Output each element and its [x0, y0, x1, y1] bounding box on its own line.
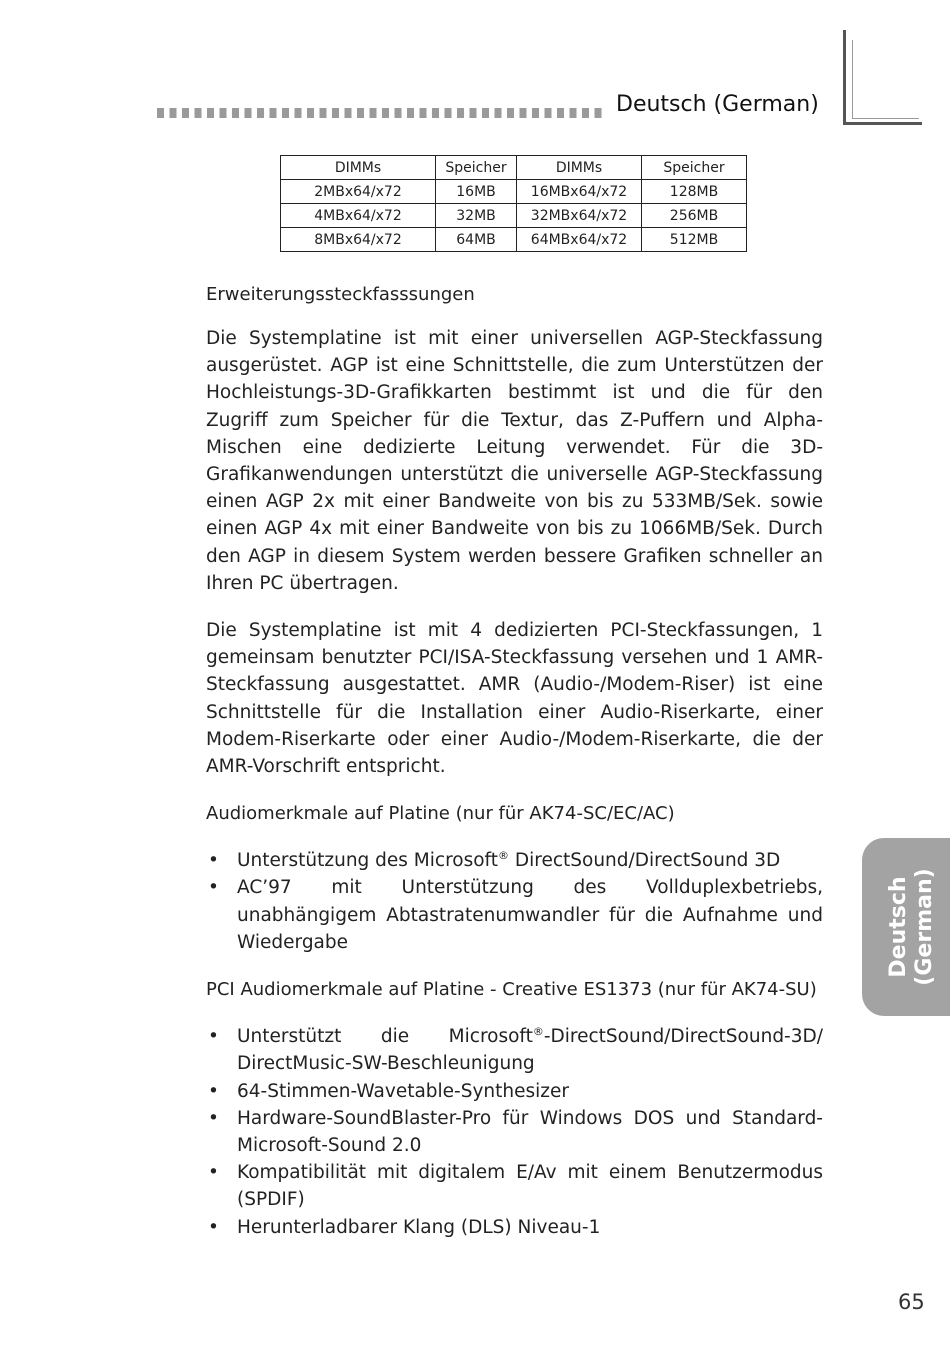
list-item	[206, 1023, 823, 1077]
table-cell: 256MB	[642, 204, 747, 228]
list-item-text: 64-Stimmen-Wavetable-Synthesizer	[237, 1080, 569, 1102]
section-heading-audio: Audiomerkmale auf Platine (nur für AK74-SC/EC/AC)	[206, 803, 675, 825]
header-dotted-rule	[157, 108, 604, 118]
registered-mark: ®	[532, 1025, 544, 1039]
list-item	[206, 1159, 823, 1213]
table-cell: 64MB	[436, 228, 517, 252]
list-item-text: Hardware-SoundBlaster-Pro für Windows DOS und Standard-Microsoft-Sound 2.0	[237, 1107, 823, 1157]
table-header-row	[281, 156, 747, 180]
table-cell: 2MBx64/x72	[281, 180, 436, 204]
table-cell: 512MB	[642, 228, 747, 252]
corner-crop-mark	[843, 30, 922, 125]
table-cell: 4MBx64/x72	[281, 204, 436, 228]
list-item-text: Kompatibilität mit digitalem E/Av mit einem Benutzermodus (SPDIF)	[237, 1162, 823, 1211]
list-item	[206, 847, 823, 874]
table-cell: 128MB	[642, 180, 747, 204]
table-header-cell: Speicher	[436, 156, 517, 180]
section-heading-pci-audio: PCI Audiomerkmale auf Platine - Creative ES1373 (nur für AK74-SU)	[206, 979, 817, 1001]
side-tab-label	[886, 868, 938, 985]
list-item-text: -DirectSound/DirectSound-3D/ DirectMusic-SW-Beschleunigung	[237, 1026, 823, 1075]
list-item-text: AC’97 mit Unterstützung des Vollduplexbetriebs, unabhängigem Abtastratenumwandler für die Aufnahme und Wiedergabe	[237, 877, 823, 953]
table-header-cell: Speicher	[642, 156, 747, 180]
table-cell: 8MBx64/x72	[281, 228, 436, 252]
side-tab-line: (German)	[912, 868, 937, 986]
registered-mark: ®	[498, 849, 509, 863]
table-cell: 16MB	[436, 180, 517, 204]
table-cell: 32MBx64/x72	[517, 204, 642, 228]
table-row	[281, 204, 747, 228]
table-header-cell: DIMMs	[517, 156, 642, 180]
page-number: 65	[898, 1290, 925, 1314]
table-row	[281, 228, 747, 252]
list-item	[206, 874, 823, 956]
list-item	[206, 1105, 823, 1159]
section-heading-expansion: Erweiterungssteckfasssungen	[206, 284, 475, 305]
header-title: Deutsch (German)	[616, 92, 819, 117]
table-cell: 32MB	[436, 204, 517, 228]
memory-table	[280, 155, 747, 252]
list-item-text: Unterstützung des Microsoft	[237, 850, 498, 872]
page-content	[206, 281, 823, 1241]
list-item	[206, 1214, 823, 1241]
list-item-text: Herunterladbarer Klang (DLS) Niveau-1	[237, 1216, 601, 1238]
pci-audio-feature-list	[206, 1023, 823, 1241]
side-tab-line: Deutsch	[886, 876, 911, 978]
table-header-cell: DIMMs	[281, 156, 436, 180]
table-cell: 64MBx64/x72	[517, 228, 642, 252]
paragraph-pci-amr: Die Systemplatine ist mit 4 dedizierten PCI-Steckfassungen, 1 gemeinsam benutzter PCI/ISA-Steckfassung versehen und 1 AMR-Steckfassung ausgestattet. AMR (Audio-/Modem-Riser) ist eine Schnittstelle für die Installation einer Audio-Riserkarte, einer Modem-Riserkarte oder einer Audio-/Modem-Riserkarte, die der AMR-Vorschrift entspricht.	[206, 620, 823, 778]
paragraph-agp: Die Systemplatine ist mit einer universellen AGP-Steckfassung ausgerüstet. AGP ist eine Schnittstelle, die zum Unterstützen der Hochleistungs-3D-Grafikkarten bestimmt ist und die für den Zugriff zum Speicher für die Textur, das Z-Puffern und Alpha-Mischen eine dedizierte Leitung verwendet. Für die 3D-Grafikanwendungen unterstützt die universelle AGP-Steckfassung einen AGP 2x mit einer Bandweite von bis zu 533MB/Sek. sowie einen AGP 4x mit einer Bandweite von bis zu 1066MB/Sek. Durch den AGP in diesem System werden bessere Grafiken schneller an Ihren PC übertragen.	[206, 328, 823, 594]
list-item-text: DirectSound/DirectSound 3D	[509, 850, 781, 872]
list-item-text: Unterstützt die Microsoft	[237, 1026, 533, 1048]
list-item	[206, 1078, 823, 1105]
audio-feature-list	[206, 847, 823, 956]
table-cell: 16MBx64/x72	[517, 180, 642, 204]
table-row	[281, 180, 747, 204]
